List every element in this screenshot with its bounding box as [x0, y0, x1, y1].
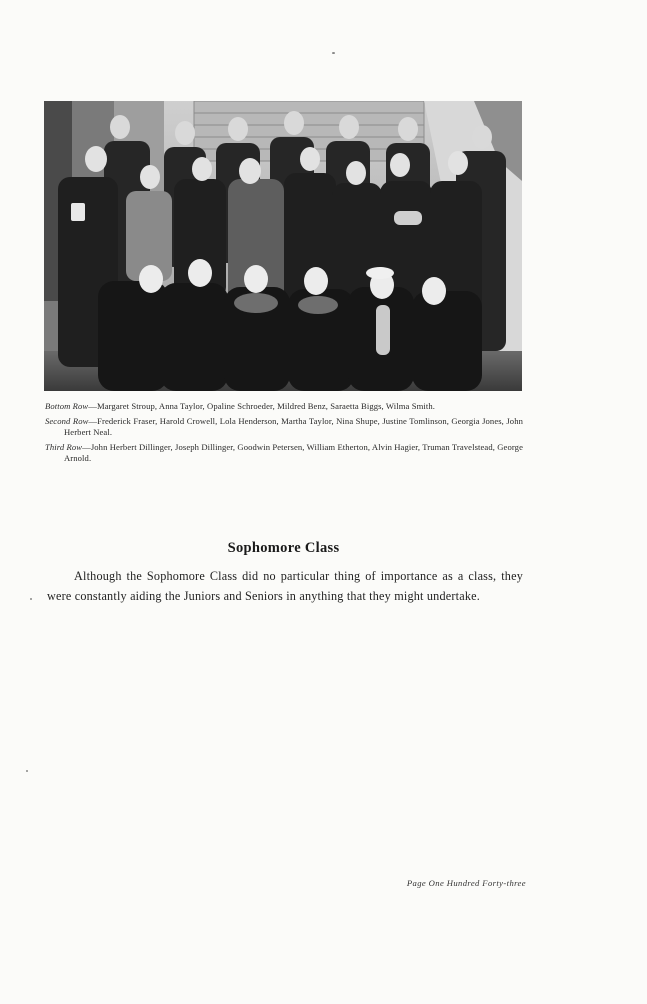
paper-speck — [332, 52, 335, 54]
section-body: Although the Sophomore Class did no particular thing of importance as a class, they were constantly aiding the Juniors and Seniors in anything that they might undertake. — [47, 569, 523, 603]
caption-second-row — [45, 416, 523, 438]
caption-bottom-row — [45, 401, 523, 412]
paper-speck — [30, 598, 32, 600]
caption-names: —Margaret Stroup, Anna Taylor, Opaline Schroeder, Mildred Benz, Saraetta Biggs, Wilma Smith. — [88, 401, 435, 411]
section-heading: Sophomore Class — [227, 540, 340, 556]
caption-names: —Frederick Fraser, Harold Crowell, Lola Henderson, Martha Taylor, Nina Shupe, Justine Tomlinson, Georgia Jones, John Herbert Neal. — [64, 416, 523, 437]
caption-names: —John Herbert Dillinger, Joseph Dillinger, Goodwin Petersen, William Etherton, Alvin Hagier, Truman Travelstead, George Arnold. — [64, 442, 523, 463]
caption-row-label: Bottom Row — [45, 401, 89, 411]
caption-row-label: Third Row — [45, 442, 83, 452]
page-number-footer: Page One Hundred Forty-three — [406, 878, 526, 888]
paper-speck — [26, 770, 28, 772]
class-photo-image — [44, 101, 522, 391]
photo-captions — [45, 401, 523, 468]
class-photo — [44, 101, 522, 391]
caption-row-label: Second Row — [45, 416, 89, 426]
caption-third-row — [45, 442, 523, 464]
